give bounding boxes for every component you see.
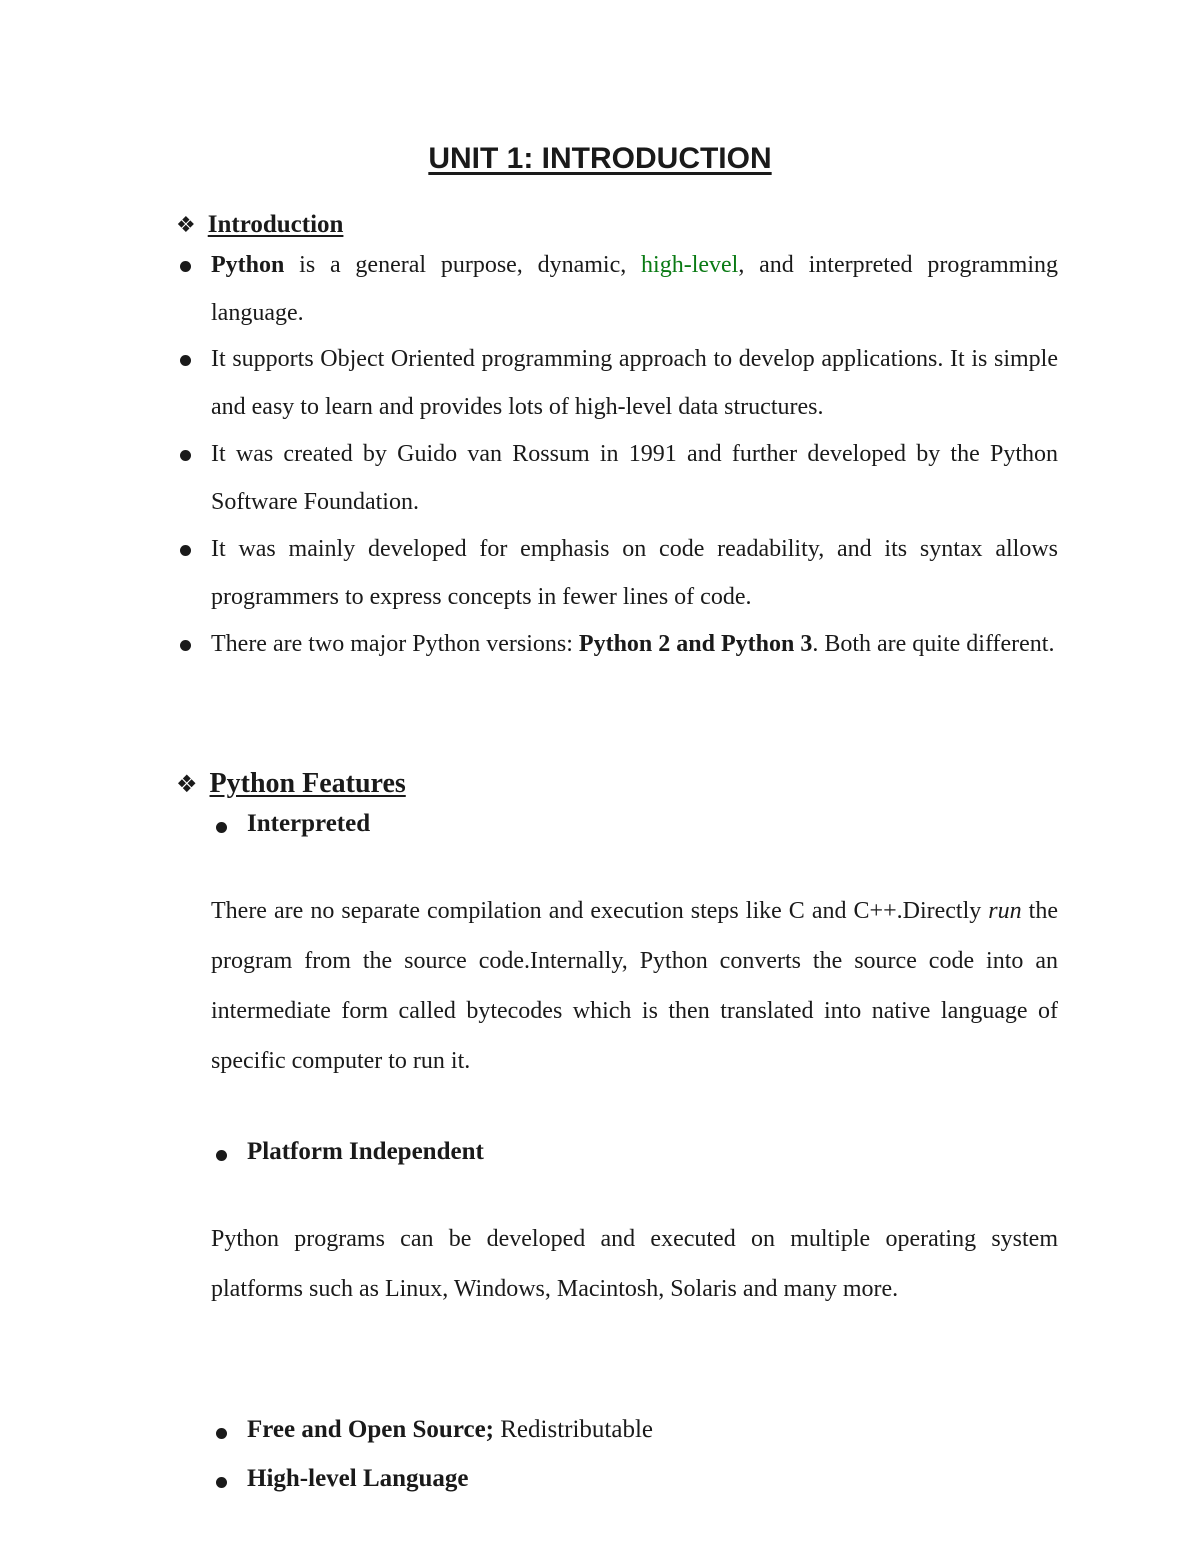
bullet-icon (180, 545, 191, 556)
intro-bullet-1 (211, 242, 1058, 337)
diamond-ornament-icon: ❖ (176, 212, 196, 238)
feature-title-free-open-source (247, 1416, 653, 1444)
text-after-highlight: , and interpreted programming language. (211, 252, 1058, 326)
bullet-icon (180, 261, 191, 272)
diamond-ornament-icon: ❖ (176, 770, 198, 798)
feature-title-suffix: Redistributable (494, 1416, 653, 1443)
bold-versions: Python 2 and Python 3 (578, 631, 813, 657)
desc-text: There are no separate compilation and execution steps like C and C++.Directly (211, 898, 989, 924)
feature-desc-interpreted (211, 886, 1058, 1086)
desc-text: the program from the source code.Internally, Python converts the source code into an intermediate form called bytecodes which is then translated into native language of specific computer to run it. (211, 898, 1059, 1074)
bullet-icon (180, 355, 191, 366)
section-heading-features (176, 768, 406, 800)
bullet-icon (180, 640, 191, 651)
intro-bullet-3: It was created by Guido van Rossum in 1991 and further developed by the Python Software Foundation. (211, 441, 1058, 515)
text-before-highlight: is a general purpose, dynamic, (284, 252, 642, 278)
section-heading-introduction (176, 211, 343, 239)
desc-italic: run (988, 898, 1022, 924)
feature-title-interpreted: Interpreted (247, 810, 371, 837)
bullet-icon (216, 1477, 227, 1488)
feature-desc-platform-independent: Python programs can be developed and executed on multiple operating system platforms such as Linux, Windows, Macintosh, Solaris and many more. (211, 1226, 1058, 1302)
intro-bullet-4: It was mainly developed for emphasis on code readability, and its syntax allows programmers to express concepts in fewer lines of code. (211, 536, 1058, 610)
feature-title-high-level-language: High-level Language (247, 1465, 469, 1492)
section-heading-label: Python Features (209, 768, 406, 799)
highlighted-text: high-level (641, 252, 739, 278)
intro-bullet-5 (211, 621, 1058, 669)
section-heading-label: Introduction (207, 211, 344, 238)
bullet-icon (216, 1428, 227, 1439)
text-before-bold: There are two major Python versions: (211, 631, 579, 657)
bold-lead: Python (211, 252, 285, 278)
page-title: UNIT 1: INTRODUCTION (428, 142, 772, 175)
text-after-bold: . Both are quite different. (812, 631, 1055, 657)
bullet-icon (180, 450, 191, 461)
intro-bullet-2: It supports Object Oriented programming approach to develop applications. It is simple and easy to learn and provides lots of high-level data structures. (211, 346, 1058, 420)
feature-title-bold: Free and Open Source; (247, 1416, 494, 1443)
bullet-icon (216, 1150, 227, 1161)
feature-title-platform-independent: Platform Independent (247, 1138, 484, 1165)
bullet-icon (216, 822, 227, 833)
